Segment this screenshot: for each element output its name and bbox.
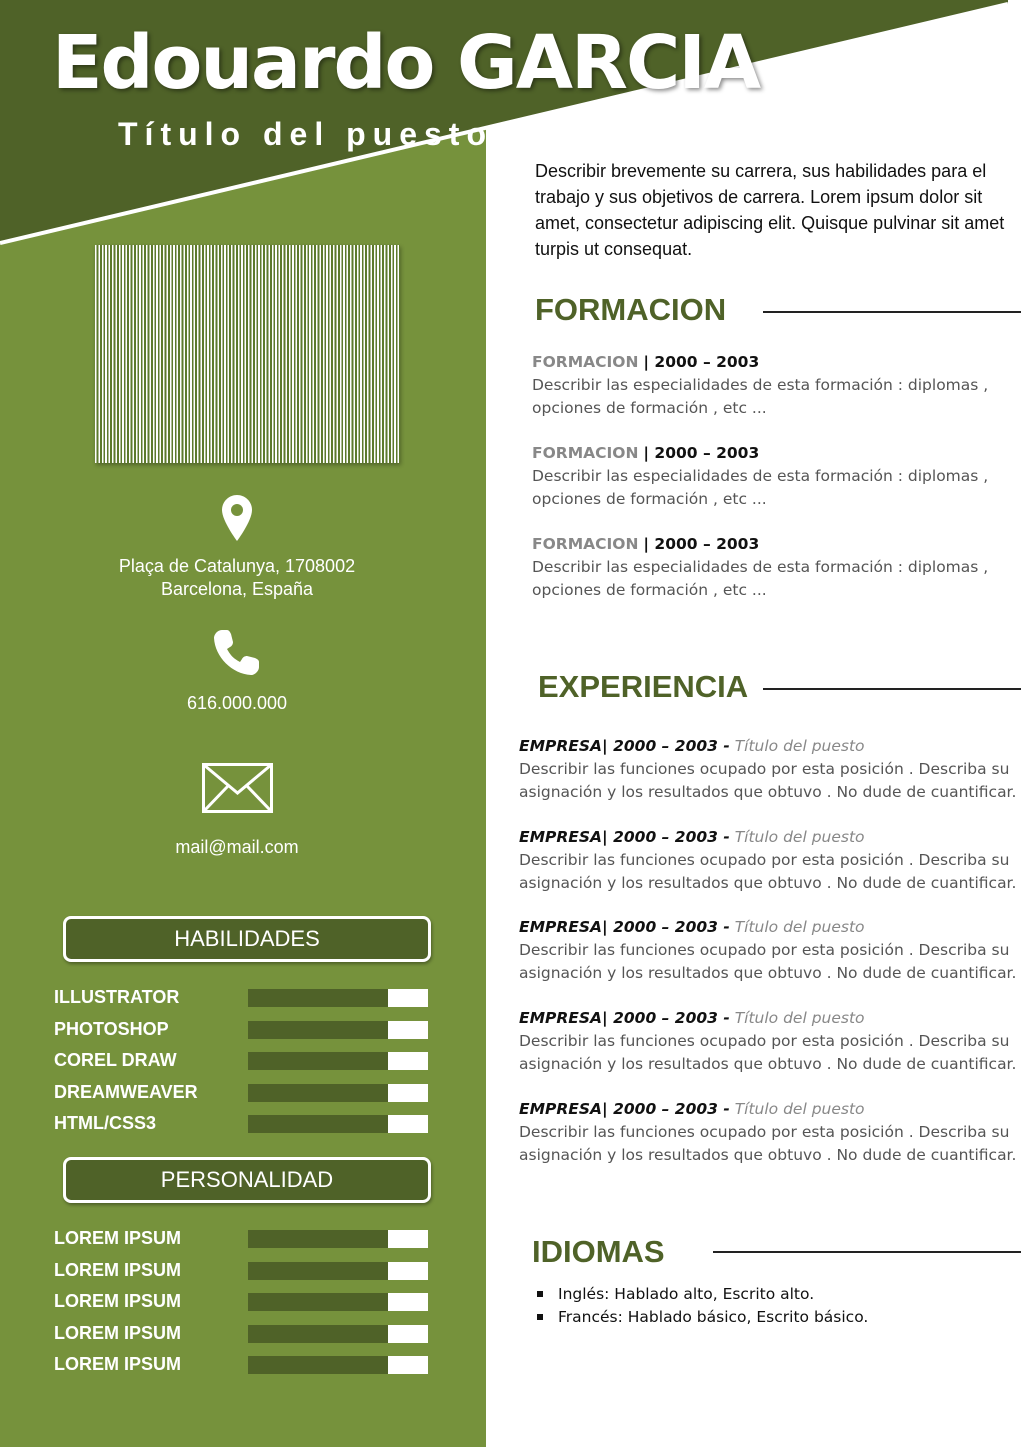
experience-heading: EXPERIENCIA: [538, 669, 749, 704]
education-item: [532, 442, 1002, 511]
experience-description: asignación y los resultados que obtuvo . No dude de cuantificar.: [519, 964, 1017, 983]
skills-heading: HABILIDADES: [63, 916, 431, 962]
experience-description: Describir las funciones ocupado por esta posición . Describa su: [519, 850, 1010, 869]
skills-label: HTML/CSS3: [54, 1113, 157, 1133]
personality-label: LOREM IPSUM: [54, 1259, 182, 1280]
personality-row: [54, 1259, 434, 1281]
skills-bar-fill: [248, 1084, 388, 1102]
language-text: Francés: Hablado básico, Escrito básico.: [558, 1308, 869, 1326]
experience-item: [519, 1098, 1019, 1167]
skills-bar: [248, 1021, 428, 1039]
experience-item: [519, 916, 1019, 985]
education-divider: [763, 311, 1021, 313]
education-entry-header: [532, 442, 1002, 465]
experience-item: [519, 826, 1019, 895]
languages-list: [535, 1283, 868, 1329]
experience-item: [519, 1007, 1019, 1076]
skills-label: DREAMWEAVER: [54, 1081, 198, 1102]
skills-bar-fill: [248, 1052, 388, 1070]
skills-bar-fill: [248, 989, 388, 1007]
experience-company: EMPRESA| 2000 – 2003 -: [519, 918, 730, 937]
experience-entry-header: [519, 1007, 1019, 1030]
experience-description: asignación y los resultados que obtuvo . No dude de cuantificar.: [519, 1145, 1017, 1164]
education-label: FORMACION: [532, 535, 639, 553]
experience-company: EMPRESA| 2000 – 2003 -: [519, 737, 730, 755]
education-item: [532, 351, 1002, 420]
address-line2: Barcelona, España: [160, 579, 314, 599]
personality-label: LOREM IPSUM: [54, 1322, 182, 1343]
skills-row: [54, 1018, 434, 1040]
map-pin-icon: [221, 494, 253, 542]
career-summary: Describir brevemente su carrera, sus habilidades para el trabajo y sus objetivos de carrera. Lorem ipsum dolor sit amet, consectetur adipiscing elit. Quisque pulvinar sit amet turpis ut consequat.: [535, 161, 1005, 259]
personality-bar: [248, 1356, 428, 1374]
skills-row: [54, 986, 434, 1008]
personality-bar: [248, 1262, 428, 1280]
education-description: opciones de formación , etc ...: [532, 399, 767, 417]
personality-label: LOREM IPSUM: [54, 1354, 182, 1374]
education-entry-header: [532, 351, 1002, 374]
experience-entry-header: [519, 826, 1019, 849]
experience-role: Título del puesto: [734, 918, 865, 937]
language-item: [535, 1283, 868, 1306]
experience-description: asignación y los resultados que obtuvo . No dude de cuantificar.: [519, 873, 1017, 892]
education-years: | 2000 – 2003: [643, 535, 760, 553]
personality-row: [54, 1290, 434, 1312]
education-label: FORMACION: [532, 444, 639, 462]
personality-heading: PERSONALIDAD: [63, 1157, 431, 1203]
experience-description: asignación y los resultados que obtuvo . No dude de cuantificar.: [519, 1055, 1017, 1074]
education-description: Describir las especialidades de esta formación : diplomas ,: [532, 376, 989, 394]
experience-entry-header: [519, 735, 1019, 758]
email-address: mail@mail.com: [175, 837, 299, 857]
experience-description: Describir las funciones ocupado por esta posición . Describa su: [519, 760, 1010, 778]
personality-bar: [248, 1325, 428, 1343]
profile-photo: [95, 245, 400, 463]
skills-bar: [248, 1084, 428, 1102]
experience-description: Describir las funciones ocupado por esta posición . Describa su: [519, 1122, 1010, 1141]
address: [67, 555, 407, 601]
personality-bar-fill: [248, 1356, 388, 1374]
language-text: Inglés: Hablado alto, Escrito alto.: [558, 1285, 815, 1303]
education-years: | 2000 – 2003: [643, 444, 760, 462]
personality-row: [54, 1322, 434, 1344]
personality-row: [54, 1227, 434, 1249]
experience-role: Título del puesto: [734, 1009, 865, 1028]
skills-label: ILLUSTRATOR: [54, 987, 180, 1007]
education-description: opciones de formación , etc ...: [532, 490, 767, 508]
phone-number: 616.000.000: [186, 693, 288, 713]
experience-company: EMPRESA| 2000 – 2003 -: [519, 827, 730, 846]
education-description: opciones de formación , etc ...: [532, 581, 767, 599]
skills-bar: [248, 1115, 428, 1133]
experience-company: EMPRESA| 2000 – 2003 -: [519, 1009, 730, 1028]
experience-company: EMPRESA| 2000 – 2003 -: [519, 1099, 730, 1118]
candidate-name: Edouardo GARCIA: [52, 20, 760, 106]
skills-row: [54, 1112, 434, 1134]
education-heading: FORMACION: [535, 292, 727, 327]
experience-divider: [763, 688, 1021, 690]
envelope-icon: [202, 763, 273, 813]
phone-icon: [212, 627, 262, 677]
skills-label: PHOTOSHOP: [54, 1018, 169, 1039]
address-line1: Plaça de Catalunya, 1708002: [118, 556, 356, 576]
experience-role: Título del puesto: [734, 737, 865, 755]
bullet-icon: [537, 1314, 543, 1320]
languages-divider: [713, 1251, 1021, 1253]
bullet-icon: [537, 1291, 543, 1297]
education-description: Describir las especialidades de esta formación : diplomas ,: [532, 558, 989, 576]
experience-entry-header: [519, 1098, 1019, 1121]
personality-bar-fill: [248, 1230, 388, 1248]
personality-row: [54, 1353, 434, 1375]
experience-description: Describir las funciones ocupado por esta posición . Describa su: [519, 1032, 1010, 1051]
education-description: Describir las especialidades de esta formación : diplomas ,: [532, 467, 989, 485]
skills-row: [54, 1049, 434, 1071]
experience-entry-header: [519, 916, 1019, 939]
skills-bar: [248, 989, 428, 1007]
education-entry-header: [532, 533, 1002, 556]
education-item: [532, 533, 1002, 602]
job-title: Título del puesto: [118, 116, 493, 152]
personality-bar: [248, 1293, 428, 1311]
personality-bar-fill: [248, 1325, 388, 1343]
experience-role: Título del puesto: [734, 1099, 865, 1118]
skills-bar: [248, 1052, 428, 1070]
personality-label: LOREM IPSUM: [54, 1228, 182, 1248]
experience-role: Título del puesto: [734, 827, 865, 846]
personality-label: LOREM IPSUM: [54, 1291, 182, 1311]
languages-heading: IDIOMAS: [532, 1234, 665, 1269]
skills-label: COREL DRAW: [54, 1050, 177, 1070]
personality-bar-fill: [248, 1293, 388, 1311]
education-years: | 2000 – 2003: [643, 353, 760, 371]
education-label: FORMACION: [532, 353, 639, 371]
language-item: [535, 1306, 868, 1329]
personality-bar-fill: [248, 1262, 388, 1280]
experience-item: [519, 735, 1019, 804]
skills-row: [54, 1081, 434, 1103]
experience-description: Describir las funciones ocupado por esta posición . Describa su: [519, 941, 1010, 960]
experience-description: asignación y los resultados que obtuvo . No dude de cuantificar.: [519, 783, 1017, 801]
skills-bar-fill: [248, 1021, 388, 1039]
skills-bar-fill: [248, 1115, 388, 1133]
personality-bar: [248, 1230, 428, 1248]
